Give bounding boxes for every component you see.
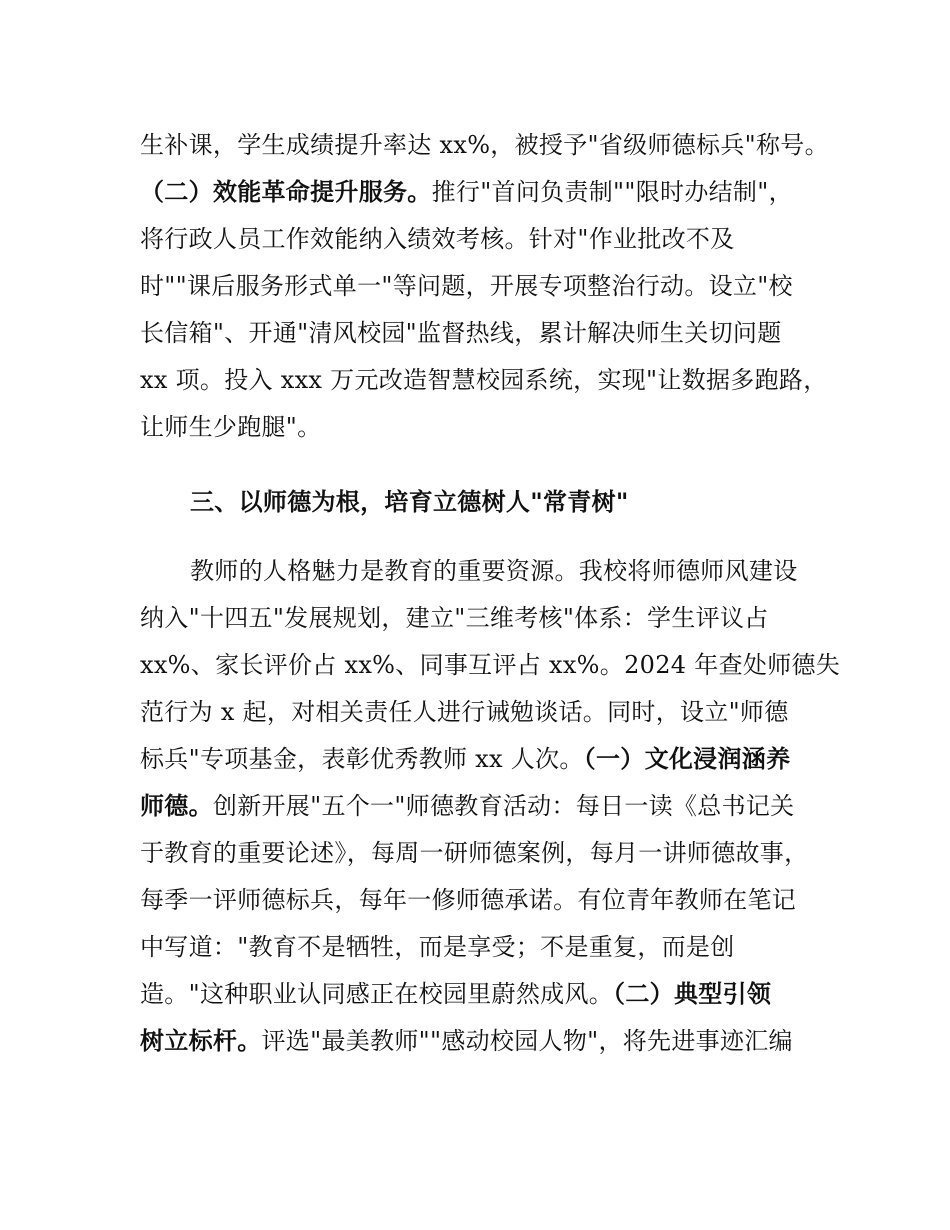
body-text: 标兵"专项基金，表彰优秀教师 xx 人次。 bbox=[140, 745, 584, 773]
body-text: 范行为 x 起，对相关责任人进行诫勉谈话。同时，设立"师德 bbox=[140, 698, 789, 726]
body-line bbox=[140, 412, 321, 442]
body-line bbox=[140, 130, 829, 160]
body-text: 长信箱"、开通"清风校园"监督热线，累计解决师生关切问题 bbox=[140, 319, 782, 347]
subsection-heading: （二）典型引领 bbox=[613, 980, 772, 1008]
body-line bbox=[140, 697, 789, 727]
body-line bbox=[140, 885, 796, 915]
subsection-heading: 树立标杆。 bbox=[140, 1027, 262, 1055]
body-text: 中写道："教育不是牺牲，而是享受；不是重复，而是创 bbox=[140, 933, 735, 961]
body-text: 让师生少跑腿"。 bbox=[140, 413, 322, 441]
section-heading bbox=[190, 487, 629, 517]
subsection-heading: 师德。 bbox=[140, 792, 213, 820]
body-line bbox=[190, 556, 798, 586]
body-line bbox=[140, 177, 793, 207]
body-text: 时""课后服务形式单一"等问题，开展专项整治行动。设立"校 bbox=[140, 272, 793, 300]
body-text: 创新开展"五个一"师德教育活动：每日一读《总书记关 bbox=[212, 792, 795, 820]
body-text: 生补课，学生成绩提升率达 xx%，被授予"省级师德标兵"称号。 bbox=[140, 131, 829, 159]
body-line bbox=[140, 744, 790, 774]
body-text: 推行"首问负责制""限时办结制"， bbox=[431, 178, 793, 206]
body-text: 每季一评师德标兵，每年一修师德承诺。有位青年教师在笔记 bbox=[140, 886, 797, 914]
body-text: 造。"这种职业认同感正在校园里蔚然成风。 bbox=[140, 980, 614, 1008]
body-line bbox=[140, 791, 794, 821]
body-line bbox=[140, 1026, 793, 1056]
body-line bbox=[140, 979, 771, 1009]
subsection-heading: （一）文化浸润涵养 bbox=[583, 745, 791, 773]
body-line bbox=[140, 603, 769, 633]
body-text: 纳入"十四五"发展规划，建立"三维考核"体系：学生评议占 bbox=[140, 604, 769, 632]
body-line bbox=[140, 365, 828, 395]
subsection-heading: （二）效能革命提升服务。 bbox=[140, 178, 432, 206]
body-line bbox=[140, 838, 808, 868]
body-line bbox=[140, 224, 735, 254]
section-heading-text: 三、以师德为根，培育立德树人"常青树" bbox=[190, 488, 629, 516]
body-text: xx 项。投入 xxx 万元改造智慧校园系统，实现"让数据多跑路， bbox=[140, 366, 828, 394]
body-text: 评选"最美教师""感动校园人物"，将先进事迹汇编 bbox=[261, 1027, 793, 1055]
body-text: xx%、家长评价占 xx%、同事互评占 xx%。2024 年查处师德失 bbox=[140, 651, 841, 679]
body-text: 教师的人格魅力是教育的重要资源。我校将师德师风建设 bbox=[190, 557, 798, 585]
body-line bbox=[140, 932, 735, 962]
body-text: 于教育的重要论述》，每周一研师德案例，每月一讲师德故事， bbox=[140, 839, 809, 867]
body-line bbox=[140, 650, 840, 680]
body-line bbox=[140, 271, 793, 301]
body-text: 将行政人员工作效能纳入绩效考核。针对"作业批改不及 bbox=[140, 225, 735, 253]
body-line bbox=[140, 318, 782, 348]
